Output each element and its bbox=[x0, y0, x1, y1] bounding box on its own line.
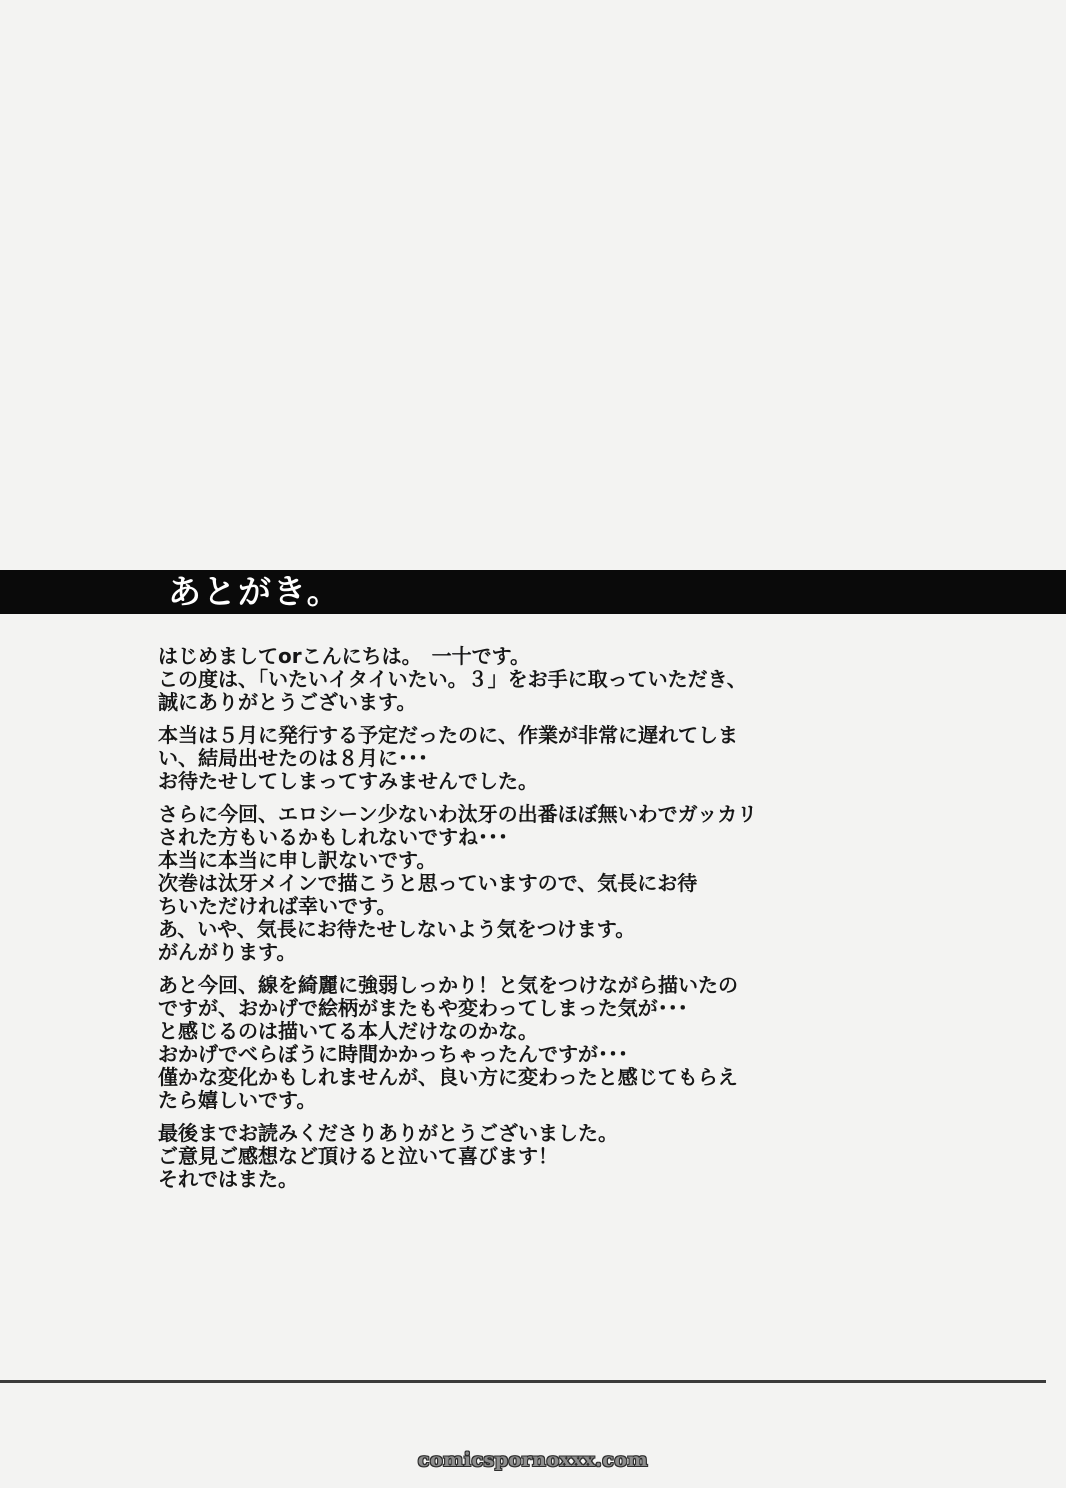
paragraph-closing bbox=[158, 1122, 757, 1191]
bottom-divider-rule bbox=[0, 1380, 1046, 1383]
text-line: おかげでべらぼうに時間かかっちゃったんですが･･･ bbox=[158, 1042, 628, 1066]
text-line: あと今回、線を綺麗に強弱しっかり！と気をつけながら描いたの bbox=[158, 973, 738, 997]
text-line: された方もいるかもしれないですね･･･ bbox=[158, 825, 508, 849]
text-line: お待たせしてしまってすみませんでした。 bbox=[158, 769, 538, 793]
text-line: ちいただければ幸いです。 bbox=[158, 894, 397, 918]
text-line: 本当は５月に発行する予定だったのに、作業が非常に遅れてしま bbox=[158, 723, 738, 747]
text-line: ですが、おかげで絵柄がまたもや変わってしまった気が･･･ bbox=[158, 996, 688, 1020]
text-line: 本当に本当に申し訳ないです。 bbox=[158, 848, 437, 872]
text-line: と感じるのは描いてる本人だけなのかな。 bbox=[158, 1019, 538, 1043]
text-line: それではまた。 bbox=[158, 1167, 298, 1191]
text-line: 最後までお読みくださりありがとうございました。 bbox=[158, 1121, 618, 1145]
paragraph-content-apology bbox=[158, 803, 757, 964]
text-line: さらに今回、エロシーン少ないわ汰牙の出番ほぼ無いわでガッカリ bbox=[158, 802, 758, 826]
paragraph-delay-apology bbox=[158, 724, 757, 793]
afterword-title-bar bbox=[0, 570, 1066, 614]
paragraph-greeting bbox=[158, 645, 757, 714]
text-line: はじめましてorこんにちは。 一十です。 bbox=[158, 644, 531, 668]
page-title: あとがき。 bbox=[168, 572, 342, 611]
text-line: い、結局出せたのは８月に･･･ bbox=[158, 746, 428, 770]
text-line: がんがります。 bbox=[158, 940, 297, 964]
site-watermark: comicspornoxxx.com bbox=[417, 1449, 649, 1471]
text-line: 僅かな変化かもしれませんが、良い方に変わったと感じてもらえ bbox=[158, 1065, 738, 1089]
text-line: あ、いや、気長にお待たせしないよう気をつけます。 bbox=[158, 917, 636, 941]
afterword-body bbox=[158, 645, 757, 1201]
text-line: 誠にありがとうございます。 bbox=[158, 690, 417, 714]
text-line: この度は、「いたいイタイいたい。３」をお手に取っていただき、 bbox=[158, 667, 747, 691]
paragraph-art-style bbox=[158, 974, 757, 1112]
text-line: たら嬉しいです。 bbox=[158, 1088, 317, 1112]
text-line: ご意見ご感想など頂けると泣いて喜びます！ bbox=[158, 1144, 558, 1168]
text-line: 次巻は汰牙メインで描こうと思っていますので、気長にお待 bbox=[158, 871, 698, 895]
